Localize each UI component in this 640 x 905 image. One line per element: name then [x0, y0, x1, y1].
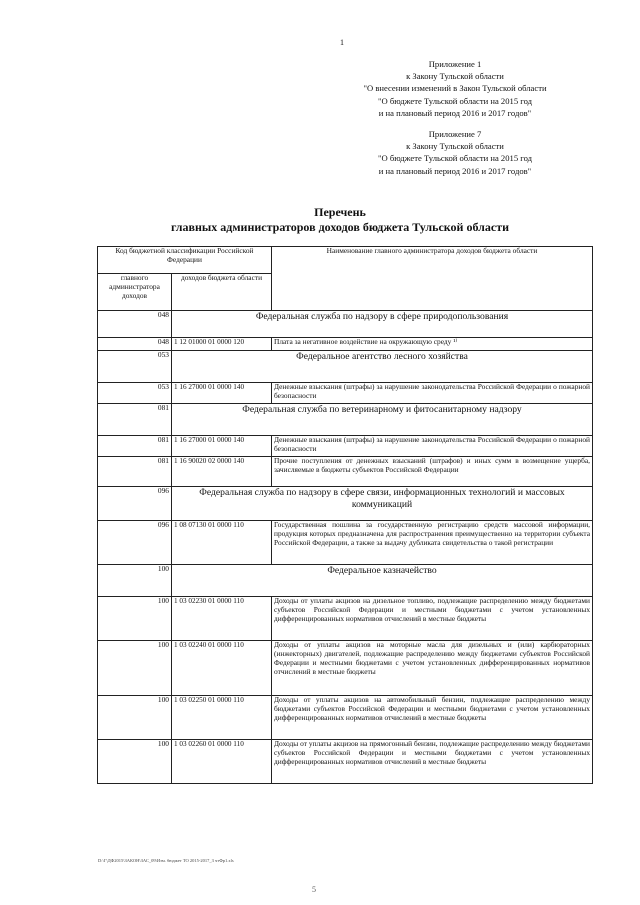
- title-line-2: главных администраторов доходов бюджета Тульской области: [170, 220, 510, 234]
- admin-code-cell: 100: [98, 565, 172, 597]
- appendix-1-line: к Закону Тульской области: [406, 71, 504, 82]
- appendix-7-line: Приложение 7: [428, 129, 482, 139]
- appendix-1-line: "О бюджете Тульской области на 2015 год: [378, 95, 532, 106]
- section-name-cell: Федеральная служба по ветеринарному и фитосанитарному надзору: [172, 404, 593, 436]
- admin-code-cell: 081: [98, 457, 172, 487]
- table-header-row: [98, 247, 593, 274]
- appendix-7-line: "О бюджете Тульской области на 2015 год: [378, 153, 532, 164]
- income-name-cell: Денежные взыскания (штрафы) за нарушение законодательства Российской Федерации о пожарной безопасности: [272, 436, 593, 457]
- income-name-cell: Доходы от уплаты акцизов на дизельное топливо, подлежащие распределению между бюджетами субъектов Российской Федерации и местными бюджетами с учетом установленных дифференцированных нормативов отчислений в местные бюджеты: [272, 597, 593, 641]
- table-row: [98, 597, 593, 641]
- appendix-1-line: "О внесении изменений в Закон Тульской области: [363, 83, 547, 94]
- income-code-cell: 1 03 02230 01 0000 110: [172, 597, 272, 641]
- admin-code-cell: 081: [98, 404, 172, 436]
- admin-code-cell: 096: [98, 487, 172, 521]
- file-path-footer: D:\Г\ДФ2015\ЗАКОН\ЗАС_09\Изм. бюджет ТО 2015-2017_3 чтФр1.xls: [98, 858, 234, 863]
- table-row: [98, 740, 593, 784]
- table-row: [98, 696, 593, 740]
- administrators-table: [97, 246, 593, 784]
- admin-code-cell: 048: [98, 338, 172, 351]
- section-name-cell: Федеральное казначейство: [172, 565, 593, 597]
- section-name-cell: Федеральное агентство лесного хозяйства: [172, 351, 593, 383]
- income-code-cell: 1 03 02250 01 0000 110: [172, 696, 272, 740]
- appendix-1-line: Приложение 1: [428, 59, 482, 69]
- appendix-7-line: к Закону Тульской области: [406, 141, 504, 152]
- admin-code-cell: 053: [98, 351, 172, 383]
- appendix-1-line: и на плановый период 2016 и 2017 годов": [378, 107, 532, 118]
- income-code-cell: 1 08 07130 01 0000 110: [172, 521, 272, 565]
- admin-code-cell: 048: [98, 311, 172, 338]
- admin-code-cell: 100: [98, 696, 172, 740]
- name-column-header: Наименование главного администратора доходов бюджета области: [272, 247, 593, 311]
- admin-code-cell: 100: [98, 740, 172, 784]
- section-name-cell: Федеральная служба по надзору в сфере природопользования: [172, 311, 593, 338]
- table-row: [98, 436, 593, 457]
- section-name-cell: Федеральная служба по надзору в сфере связи, информационных технологий и массовых коммуникаций: [172, 487, 593, 521]
- section-row: [98, 487, 593, 521]
- table-row: [98, 338, 593, 351]
- income-name-cell: Прочие поступления от денежных взысканий (штрафов) и иных сумм в возмещение ущерба, зачисляемые в бюджеты субъектов Российской Федерации: [272, 457, 593, 487]
- admin-code-cell: 096: [98, 521, 172, 565]
- income-code-cell: 1 16 90020 02 0000 140: [172, 457, 272, 487]
- income-code-cell: 1 16 27000 01 0000 140: [172, 383, 272, 404]
- table-row: [98, 383, 593, 404]
- section-row: [98, 565, 593, 597]
- section-row: [98, 311, 593, 338]
- page-mark: 5: [312, 885, 316, 894]
- code-group-header: Код бюджетной классификации Российской Федерации: [98, 247, 272, 274]
- table-row: [98, 641, 593, 696]
- appendix-7-header: [350, 128, 560, 177]
- section-row: [98, 351, 593, 383]
- admin-code-cell: 053: [98, 383, 172, 404]
- income-code-cell: 1 12 01000 01 0000 120: [172, 338, 272, 351]
- appendix-7-line: и на плановый период 2016 и 2017 годов": [378, 165, 532, 176]
- admin-code-cell: 100: [98, 641, 172, 696]
- page-number: 1: [340, 38, 344, 47]
- income-code-cell: 1 03 02260 01 0000 110: [172, 740, 272, 784]
- section-row: [98, 404, 593, 436]
- income-name-cell: Доходы от уплаты акцизов на прямогонный бензин, подлежащие распределению между бюджетами субъектов Российской Федерации и местными бюджетами с учетом установленных дифференцированных нормативов отчислений в местные бюджеты: [272, 740, 593, 784]
- income-code-cell: 1 16 27000 01 0000 140: [172, 436, 272, 457]
- income-code-cell: 1 03 02240 01 0000 110: [172, 641, 272, 696]
- admin-code-cell: 100: [98, 597, 172, 641]
- income-name-cell: Государственная пошлина за государственную регистрацию средств массовой информации, продукция которых предназначена для распространения преимущественно на территории субъекта Российской Федерации, а также за выдачу дубликата свидетельства о такой регистрации: [272, 521, 593, 565]
- admin-code-cell: 081: [98, 436, 172, 457]
- title-line-1: Перечень: [314, 205, 366, 219]
- document-title: [100, 205, 580, 235]
- income-name-cell: Доходы от уплаты акцизов на автомобильный бензин, подлежащие распределению между бюджетами субъектов Российской Федерации и местными бюджетами с учетом установленных дифференцированных нормативов отчислений в местные бюджеты: [272, 696, 593, 740]
- table-row: [98, 521, 593, 565]
- income-name-cell: Доходы от уплаты акцизов на моторные масла для дизельных и (или) карбюраторных (инжекторных) двигателей, подлежащие распределению между бюджетами субъектов Российской Федерации и местными бюджетами с учетом установленных дифференцированных нормативов отчислений в местные бюджеты: [272, 641, 593, 696]
- appendix-1-header: [350, 58, 560, 119]
- income-name-cell: Плата за негативное воздействие на окружающую среду ¹⁾: [272, 338, 593, 351]
- table-row: [98, 457, 593, 487]
- income-code-header: доходов бюджета области: [172, 274, 272, 311]
- income-name-cell: Денежные взыскания (штрафы) за нарушение законодательства Российской Федерации о пожарной безопасности: [272, 383, 593, 404]
- admin-code-header: главного администратора доходов: [98, 274, 172, 311]
